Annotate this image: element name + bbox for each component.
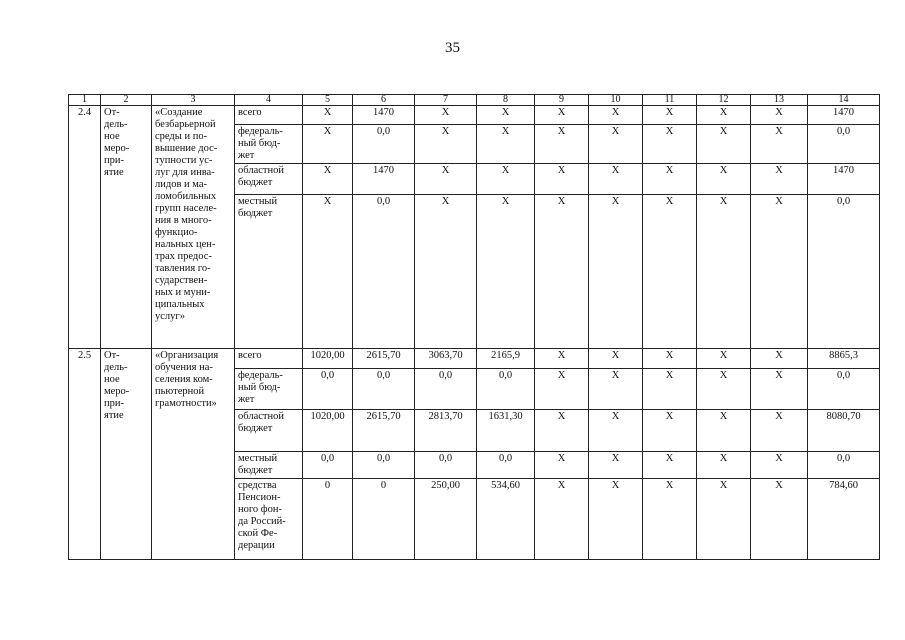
column-header: 5 (303, 95, 353, 106)
value-cell: 1020,00 (303, 410, 353, 452)
column-header: 7 (415, 95, 477, 106)
value-cell: Х (751, 349, 808, 369)
value-cell: 0,0 (303, 369, 353, 410)
column-header: 11 (643, 95, 697, 106)
value-cell: 0,0 (808, 452, 880, 479)
funding-source: всего (235, 349, 303, 369)
value-cell: Х (751, 106, 808, 125)
value-cell: Х (415, 164, 477, 195)
value-cell: Х (477, 125, 535, 164)
column-header: 1 (69, 95, 101, 106)
value-cell: Х (303, 125, 353, 164)
value-cell: 2615,70 (353, 410, 415, 452)
value-cell: Х (643, 195, 697, 349)
value-cell: Х (697, 479, 751, 560)
value-cell: 0,0 (808, 195, 880, 349)
value-cell: 8080,70 (808, 410, 880, 452)
funding-source: областной бюджет (235, 164, 303, 195)
table-row (69, 106, 880, 125)
value-cell: Х (643, 349, 697, 369)
value-cell: Х (477, 164, 535, 195)
value-cell: Х (589, 106, 643, 125)
value-cell: 0,0 (477, 369, 535, 410)
value-cell: 1470 (808, 106, 880, 125)
value-cell: Х (589, 479, 643, 560)
value-cell: Х (589, 369, 643, 410)
value-cell: 0,0 (808, 369, 880, 410)
value-cell: Х (751, 479, 808, 560)
value-cell: Х (415, 106, 477, 125)
column-header: 14 (808, 95, 880, 106)
column-header: 12 (697, 95, 751, 106)
funding-source: федераль- ный бюд- жет (235, 369, 303, 410)
value-cell: 0,0 (303, 452, 353, 479)
page-number: 35 (445, 40, 460, 56)
value-cell: Х (589, 410, 643, 452)
value-cell: Х (751, 195, 808, 349)
value-cell: Х (751, 125, 808, 164)
value-cell: 0,0 (477, 452, 535, 479)
value-cell: Х (415, 195, 477, 349)
funding-source: местный бюджет (235, 452, 303, 479)
table-row (69, 349, 880, 369)
value-cell: Х (589, 452, 643, 479)
value-cell: Х (415, 125, 477, 164)
value-cell: Х (643, 106, 697, 125)
column-header: 8 (477, 95, 535, 106)
value-cell: Х (589, 125, 643, 164)
value-cell: Х (751, 164, 808, 195)
value-cell: Х (697, 164, 751, 195)
value-cell: Х (535, 106, 589, 125)
column-header: 2 (101, 95, 152, 106)
value-cell: 0,0 (415, 452, 477, 479)
value-cell: 250,00 (415, 479, 477, 560)
column-header: 13 (751, 95, 808, 106)
value-cell: Х (535, 369, 589, 410)
value-cell: Х (535, 164, 589, 195)
value-cell: 1470 (353, 106, 415, 125)
value-cell: Х (589, 164, 643, 195)
value-cell: Х (477, 195, 535, 349)
value-cell: Х (303, 164, 353, 195)
value-cell: Х (589, 349, 643, 369)
budget-table (68, 94, 880, 560)
value-cell: 3063,70 (415, 349, 477, 369)
value-cell: Х (535, 410, 589, 452)
funding-source: федераль- ный бюд- жет (235, 125, 303, 164)
value-cell: 2615,70 (353, 349, 415, 369)
measure-type: От- дель- ное меро- при- ятие (101, 349, 152, 560)
funding-source: местный бюджет (235, 195, 303, 349)
value-cell: 534,60 (477, 479, 535, 560)
value-cell: Х (589, 195, 643, 349)
column-header: 10 (589, 95, 643, 106)
value-cell: 1470 (353, 164, 415, 195)
value-cell: Х (477, 106, 535, 125)
value-cell: 0 (353, 479, 415, 560)
value-cell: Х (643, 164, 697, 195)
measure-type: От- дель- ное меро- при- ятие (101, 106, 152, 349)
value-cell: 0,0 (808, 125, 880, 164)
value-cell: 784,60 (808, 479, 880, 560)
measure-name: «Организация обучения на- селения ком- пьютерной грамотности» (152, 349, 235, 560)
value-cell: Х (751, 452, 808, 479)
value-cell: Х (751, 410, 808, 452)
value-cell: 2165,9 (477, 349, 535, 369)
value-cell: 0,0 (353, 125, 415, 164)
value-cell: Х (697, 195, 751, 349)
value-cell: Х (697, 369, 751, 410)
measure-number: 2.4 (69, 106, 101, 349)
value-cell: Х (697, 410, 751, 452)
funding-source: областной бюджет (235, 410, 303, 452)
value-cell: 8865,3 (808, 349, 880, 369)
measure-name: «Создание безбарьерной среды и по- вышение дос- тупности ус- луг для инва- лидов и ма- ломобильных групп населе- ния в много- функцио- нальных цен- трах предос- тавления го- сударствен- ных и муни- ципальных услуг» (152, 106, 235, 349)
value-cell: 1470 (808, 164, 880, 195)
column-header: 3 (152, 95, 235, 106)
column-header: 4 (235, 95, 303, 106)
measure-number: 2.5 (69, 349, 101, 560)
value-cell: 0,0 (353, 452, 415, 479)
value-cell: Х (643, 452, 697, 479)
value-cell: Х (535, 452, 589, 479)
value-cell: Х (697, 125, 751, 164)
value-cell: Х (535, 479, 589, 560)
header-row (69, 95, 880, 106)
column-header: 9 (535, 95, 589, 106)
value-cell: Х (643, 125, 697, 164)
value-cell: 0,0 (353, 195, 415, 349)
value-cell: Х (697, 452, 751, 479)
value-cell: 0,0 (415, 369, 477, 410)
value-cell: 1020,00 (303, 349, 353, 369)
value-cell: 1631,30 (477, 410, 535, 452)
value-cell: Х (303, 195, 353, 349)
value-cell: Х (535, 195, 589, 349)
value-cell: 0,0 (353, 369, 415, 410)
value-cell: Х (303, 106, 353, 125)
value-cell: Х (697, 349, 751, 369)
value-cell: Х (535, 125, 589, 164)
value-cell: Х (643, 410, 697, 452)
funding-source: средства Пенсион- ного фон- да Россий- ской Фе- дерации (235, 479, 303, 560)
value-cell: Х (643, 479, 697, 560)
value-cell: Х (643, 369, 697, 410)
value-cell: Х (697, 106, 751, 125)
value-cell: Х (751, 369, 808, 410)
value-cell: 0 (303, 479, 353, 560)
column-header: 6 (353, 95, 415, 106)
value-cell: Х (535, 349, 589, 369)
funding-source: всего (235, 106, 303, 125)
value-cell: 2813,70 (415, 410, 477, 452)
